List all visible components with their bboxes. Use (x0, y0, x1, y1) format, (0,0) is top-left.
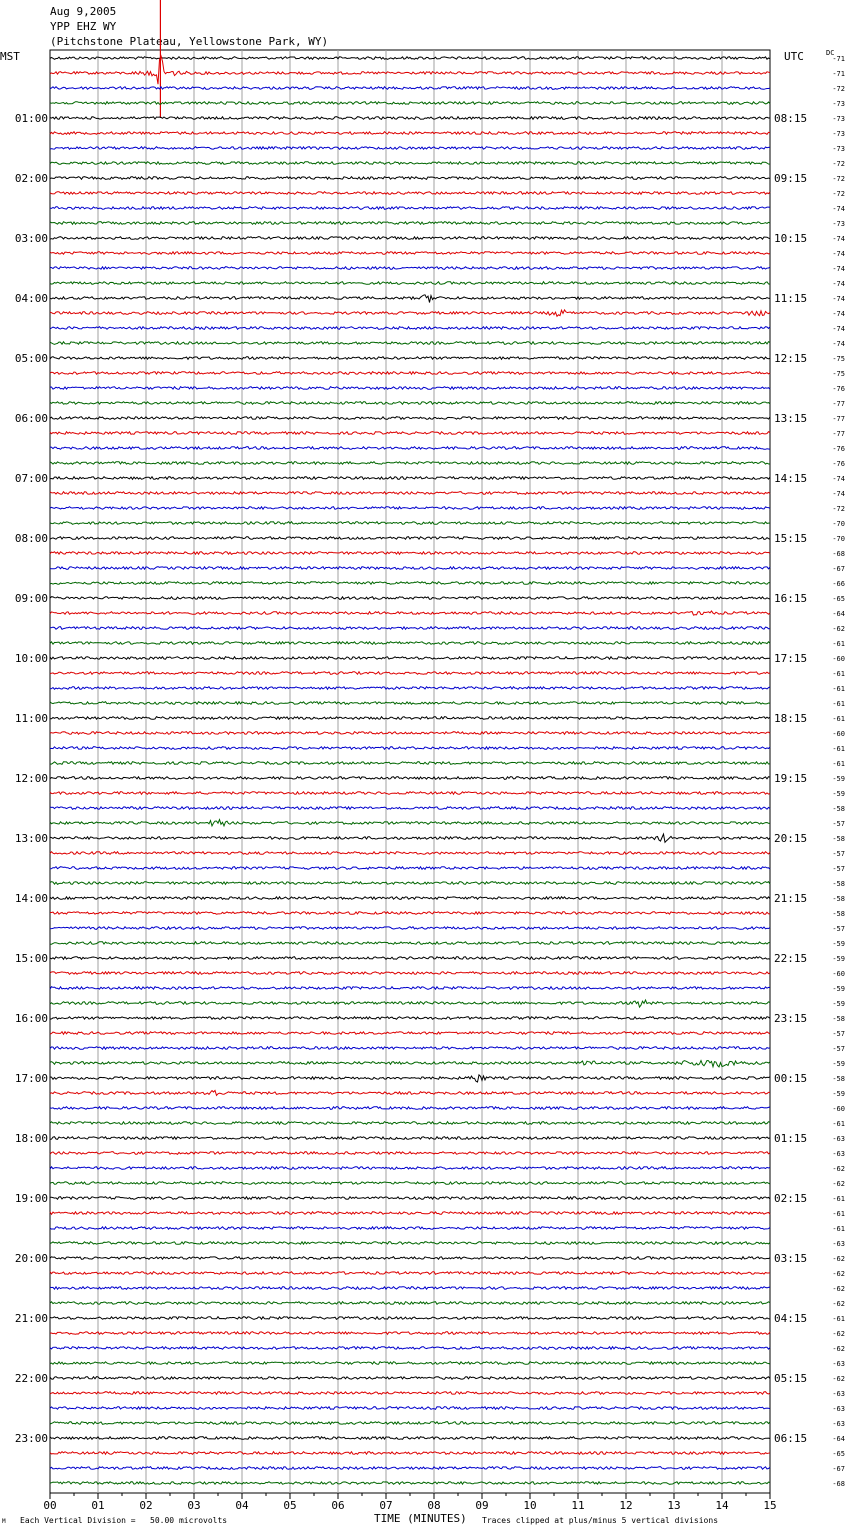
trace-row (50, 1122, 770, 1125)
x-tick-label: 11 (571, 1499, 585, 1512)
trace-row (50, 1227, 770, 1230)
utc-hour-label: 04:15 (774, 1312, 808, 1325)
dc-offset-label: -61 (832, 760, 845, 768)
trace-row (50, 1332, 770, 1335)
dc-offset-label: -61 (832, 1120, 845, 1128)
trace-row (50, 972, 770, 975)
trace-row (50, 732, 770, 735)
dc-column-label: DC (826, 49, 835, 57)
dc-offset-label: -63 (832, 1405, 845, 1413)
utc-hour-label: 11:15 (774, 292, 808, 305)
x-tick-label: 10 (523, 1499, 537, 1512)
dc-offset-label: -59 (832, 1060, 845, 1068)
mst-hour-label: 13:00 (14, 832, 48, 845)
dc-offset-label: -73 (832, 145, 845, 153)
trace-row (50, 657, 770, 660)
dc-offset-label: -62 (832, 1285, 845, 1293)
dc-offset-label: -63 (832, 1135, 845, 1143)
corner-mark: M (2, 1518, 6, 1525)
header-date: Aug 9,2005 (50, 5, 117, 18)
mst-hour-label: 11:00 (14, 712, 48, 725)
trace-row (50, 537, 770, 540)
trace-row (50, 57, 770, 60)
dc-offset-label: -65 (832, 1450, 845, 1458)
dc-offset-label: -58 (832, 835, 845, 843)
dc-offset-label: -61 (832, 1225, 845, 1233)
dc-offset-label: -60 (832, 730, 845, 738)
trace-row (50, 807, 770, 810)
trace-row (50, 372, 770, 375)
utc-hour-label: 20:15 (774, 832, 808, 845)
dc-offset-label: -67 (832, 1465, 845, 1473)
scale-note: Each Vertical Division = 50.00 microvolts (20, 1516, 228, 1525)
trace-row (50, 820, 770, 826)
dc-offset-label: -61 (832, 1315, 845, 1323)
trace-row (50, 1257, 770, 1260)
trace-row (50, 1212, 770, 1215)
dc-offset-label: -74 (832, 295, 845, 303)
trace-row (50, 1091, 770, 1096)
dc-offset-label: -65 (832, 595, 845, 603)
trace-row (50, 417, 770, 420)
trace-row (50, 1152, 770, 1155)
trace-row (50, 777, 770, 780)
dc-offset-label: -76 (832, 445, 845, 453)
utc-hour-label: 10:15 (774, 232, 808, 245)
trace-row (50, 597, 770, 600)
trace-row (50, 267, 770, 270)
x-tick-label: 09 (475, 1499, 489, 1512)
trace-row (50, 792, 770, 795)
dc-offset-label: -60 (832, 655, 845, 663)
mst-hour-label: 12:00 (14, 772, 48, 785)
dc-offset-label: -62 (832, 625, 845, 633)
dc-offset-label: -58 (832, 805, 845, 813)
utc-hour-label: 09:15 (774, 172, 808, 185)
dc-offset-label: -76 (832, 385, 845, 393)
dc-offset-label: -74 (832, 250, 845, 258)
dc-offset-label: -59 (832, 940, 845, 948)
dc-offset-label: -77 (832, 400, 845, 408)
trace-row (50, 507, 770, 510)
trace-row (50, 552, 770, 555)
mst-hour-label: 20:00 (14, 1252, 48, 1265)
utc-hour-label: 17:15 (774, 652, 808, 665)
dc-offset-label: -59 (832, 985, 845, 993)
trace-row (50, 1362, 770, 1365)
dc-offset-label: -71 (832, 70, 845, 78)
trace-row (50, 942, 770, 945)
mst-hour-label: 09:00 (14, 592, 48, 605)
x-tick-label: 00 (43, 1499, 57, 1512)
dc-offset-label: -70 (832, 535, 845, 543)
trace-row (50, 282, 770, 285)
x-axis-label: TIME (MINUTES) (374, 1512, 467, 1525)
trace-row (50, 717, 770, 720)
dc-offset-label: -58 (832, 910, 845, 918)
trace-row (50, 522, 770, 525)
trace-row (50, 117, 770, 120)
dc-offset-label: -60 (832, 970, 845, 978)
dc-offset-label: -61 (832, 715, 845, 723)
dc-offset-label: -73 (832, 220, 845, 228)
utc-hour-label: 16:15 (774, 592, 808, 605)
trace-row (50, 222, 770, 225)
trace-row (50, 87, 770, 90)
dc-offset-label: -61 (832, 700, 845, 708)
utc-hour-label: 01:15 (774, 1132, 808, 1145)
trace-row (50, 1075, 770, 1082)
dc-offset-label: -75 (832, 370, 845, 378)
trace-row (50, 1182, 770, 1185)
trace-row (50, 1452, 770, 1455)
dc-offset-label: -72 (832, 85, 845, 93)
dc-offset-label: -64 (832, 610, 845, 618)
trace-row (50, 882, 770, 885)
dc-offset-label: -59 (832, 790, 845, 798)
dc-offset-label: -68 (832, 1480, 845, 1488)
utc-hour-label: 12:15 (774, 352, 808, 365)
x-tick-label: 08 (427, 1499, 441, 1512)
trace-row (50, 357, 770, 360)
trace-row (50, 672, 770, 675)
dc-offset-label: -77 (832, 415, 845, 423)
dc-offset-label: -74 (832, 310, 845, 318)
dc-offset-label: -68 (832, 550, 845, 558)
dc-offset-label: -62 (832, 1165, 845, 1173)
trace-row (50, 102, 770, 105)
trace-row (50, 310, 770, 316)
trace-row (50, 957, 770, 960)
trace-row (50, 912, 770, 915)
dc-offset-label: -59 (832, 775, 845, 783)
utc-hour-label: 18:15 (774, 712, 808, 725)
trace-row (50, 1137, 770, 1140)
trace-row (50, 1032, 770, 1035)
dc-offset-label: -71 (832, 55, 845, 63)
mst-hour-label: 21:00 (14, 1312, 48, 1325)
dc-offset-label: -57 (832, 1030, 845, 1038)
trace-row (50, 567, 770, 570)
dc-offset-label: -60 (832, 1105, 845, 1113)
trace-row (50, 1317, 770, 1320)
mst-hour-label: 15:00 (14, 952, 48, 965)
mst-hour-label: 17:00 (14, 1072, 48, 1085)
mst-hour-label: 10:00 (14, 652, 48, 665)
dc-offset-label: -58 (832, 1075, 845, 1083)
dc-offset-label: -62 (832, 1255, 845, 1263)
trace-row (50, 1287, 770, 1290)
trace-row (50, 1422, 770, 1425)
trace-row (50, 642, 770, 645)
trace-row (50, 1407, 770, 1410)
dc-offset-label: -57 (832, 1045, 845, 1053)
trace-row (50, 492, 770, 495)
trace-row (50, 1272, 770, 1275)
trace-row (50, 387, 770, 390)
trace-row (50, 192, 770, 195)
x-tick-label: 03 (187, 1499, 201, 1512)
trace-row (50, 897, 770, 900)
trace-row (50, 627, 770, 630)
trace-row (50, 462, 770, 465)
trace-row (50, 477, 770, 480)
dc-offset-label: -66 (832, 580, 845, 588)
trace-row (50, 207, 770, 210)
trace-row (50, 702, 770, 705)
dc-offset-label: -74 (832, 265, 845, 273)
dc-offset-label: -73 (832, 100, 845, 108)
dc-offset-label: -62 (832, 1270, 845, 1278)
trace-row (50, 852, 770, 855)
trace-row (50, 1482, 770, 1485)
mst-hour-label: 19:00 (14, 1192, 48, 1205)
x-tick-label: 01 (91, 1499, 105, 1512)
dc-offset-label: -57 (832, 865, 845, 873)
trace-row (50, 582, 770, 585)
trace-row (50, 867, 770, 870)
dc-offset-label: -74 (832, 340, 845, 348)
dc-offset-label: -72 (832, 175, 845, 183)
trace-row (50, 747, 770, 750)
utc-hour-label: 00:15 (774, 1072, 808, 1085)
mst-hour-label: 18:00 (14, 1132, 48, 1145)
dc-offset-label: -74 (832, 205, 845, 213)
mst-hour-label: 03:00 (14, 232, 48, 245)
utc-hour-label: 15:15 (774, 532, 808, 545)
mst-hour-label: 02:00 (14, 172, 48, 185)
dc-offset-label: -72 (832, 190, 845, 198)
trace-row (50, 177, 770, 180)
trace-row (50, 447, 770, 450)
dc-offset-label: -77 (832, 430, 845, 438)
trace-row (50, 1437, 770, 1440)
dc-offset-label: -62 (832, 1300, 845, 1308)
trace-row (50, 402, 770, 405)
x-tick-label: 15 (763, 1499, 777, 1512)
trace-row (50, 1017, 770, 1020)
trace-row (50, 162, 770, 165)
mst-hour-label: 05:00 (14, 352, 48, 365)
utc-hour-label: 06:15 (774, 1432, 808, 1445)
trace-row (50, 56, 770, 84)
trace-row (50, 762, 770, 765)
x-tick-label: 04 (235, 1499, 249, 1512)
dc-offset-label: -63 (832, 1240, 845, 1248)
trace-row (50, 611, 770, 615)
dc-offset-label: -58 (832, 880, 845, 888)
dc-offset-label: -63 (832, 1420, 845, 1428)
dc-offset-label: -61 (832, 670, 845, 678)
mst-hour-label: 16:00 (14, 1012, 48, 1025)
dc-offset-label: -63 (832, 1150, 845, 1158)
header-location: (Pitchstone Plateau, Yellowstone Park, WY) (50, 35, 329, 48)
utc-axis-label: UTC (784, 50, 804, 63)
trace-row (50, 927, 770, 930)
utc-hour-label: 05:15 (774, 1372, 808, 1385)
dc-offset-label: -74 (832, 280, 845, 288)
dc-offset-label: -57 (832, 820, 845, 828)
x-tick-label: 02 (139, 1499, 153, 1512)
x-tick-label: 14 (715, 1499, 729, 1512)
x-tick-label: 07 (379, 1499, 393, 1512)
trace-row (50, 237, 770, 240)
trace-row (50, 1347, 770, 1350)
dc-offset-label: -57 (832, 850, 845, 858)
trace-row (50, 342, 770, 345)
dc-offset-label: -62 (832, 1180, 845, 1188)
utc-hour-label: 03:15 (774, 1252, 808, 1265)
trace-row (50, 1392, 770, 1395)
dc-offset-label: -73 (832, 115, 845, 123)
trace-row (50, 1242, 770, 1245)
dc-offset-label: -72 (832, 160, 845, 168)
dc-offset-label: -61 (832, 745, 845, 753)
dc-offset-label: -76 (832, 460, 845, 468)
dc-offset-label: -74 (832, 325, 845, 333)
utc-hour-label: 13:15 (774, 412, 808, 425)
utc-hour-label: 21:15 (774, 892, 808, 905)
header-station: YPP EHZ WY (50, 20, 117, 33)
mst-hour-label: 06:00 (14, 412, 48, 425)
dc-offset-label: -73 (832, 130, 845, 138)
trace-row (50, 987, 770, 990)
dc-offset-label: -61 (832, 640, 845, 648)
dc-offset-label: -58 (832, 895, 845, 903)
utc-hour-label: 23:15 (774, 1012, 808, 1025)
plot-frame (50, 50, 770, 1493)
dc-offset-label: -74 (832, 475, 845, 483)
trace-row (50, 252, 770, 255)
dc-offset-label: -62 (832, 1330, 845, 1338)
utc-hour-label: 14:15 (774, 472, 808, 485)
dc-offset-label: -64 (832, 1435, 845, 1443)
dc-offset-label: -61 (832, 685, 845, 693)
trace-row (50, 1197, 770, 1200)
trace-row (50, 1000, 770, 1007)
trace-row (50, 1061, 770, 1067)
dc-offset-label: -67 (832, 565, 845, 573)
trace-row (50, 147, 770, 150)
dc-offset-label: -61 (832, 1195, 845, 1203)
dc-offset-label: -61 (832, 1210, 845, 1218)
trace-row (50, 834, 770, 842)
dc-offset-label: -72 (832, 505, 845, 513)
mst-hour-label: 04:00 (14, 292, 48, 305)
dc-offset-label: -63 (832, 1390, 845, 1398)
utc-hour-label: 19:15 (774, 772, 808, 785)
utc-hour-label: 22:15 (774, 952, 808, 965)
dc-offset-label: -74 (832, 490, 845, 498)
trace-row (50, 1302, 770, 1305)
mst-axis-label: MST (0, 50, 20, 63)
mst-hour-label: 01:00 (14, 112, 48, 125)
dc-offset-label: -57 (832, 925, 845, 933)
x-tick-label: 12 (619, 1499, 633, 1512)
trace-row (50, 1167, 770, 1170)
mst-hour-label: 14:00 (14, 892, 48, 905)
mst-hour-label: 07:00 (14, 472, 48, 485)
trace-row (50, 1047, 770, 1050)
utc-hour-label: 08:15 (774, 112, 808, 125)
dc-offset-label: -70 (832, 520, 845, 528)
trace-row (50, 432, 770, 435)
dc-offset-label: -59 (832, 1000, 845, 1008)
utc-hour-label: 02:15 (774, 1192, 808, 1205)
trace-row (50, 295, 770, 303)
mst-hour-label: 22:00 (14, 1372, 48, 1385)
dc-offset-label: -59 (832, 955, 845, 963)
trace-row (50, 1377, 770, 1380)
trace-row (50, 132, 770, 135)
dc-offset-label: -58 (832, 1015, 845, 1023)
trace-row (50, 687, 770, 690)
dc-offset-label: -62 (832, 1345, 845, 1353)
x-tick-label: 05 (283, 1499, 297, 1512)
trace-row (50, 327, 770, 330)
dc-offset-label: -63 (832, 1360, 845, 1368)
clip-note: Traces clipped at plus/minus 5 vertical divisions (482, 1516, 719, 1525)
mst-hour-label: 23:00 (14, 1432, 48, 1445)
mst-hour-label: 08:00 (14, 532, 48, 545)
trace-row (50, 1107, 770, 1110)
dc-offset-label: -59 (832, 1090, 845, 1098)
x-tick-label: 13 (667, 1499, 681, 1512)
dc-offset-label: -75 (832, 355, 845, 363)
trace-row (50, 1467, 770, 1470)
dc-offset-label: -74 (832, 235, 845, 243)
x-tick-label: 06 (331, 1499, 345, 1512)
dc-offset-label: -62 (832, 1375, 845, 1383)
